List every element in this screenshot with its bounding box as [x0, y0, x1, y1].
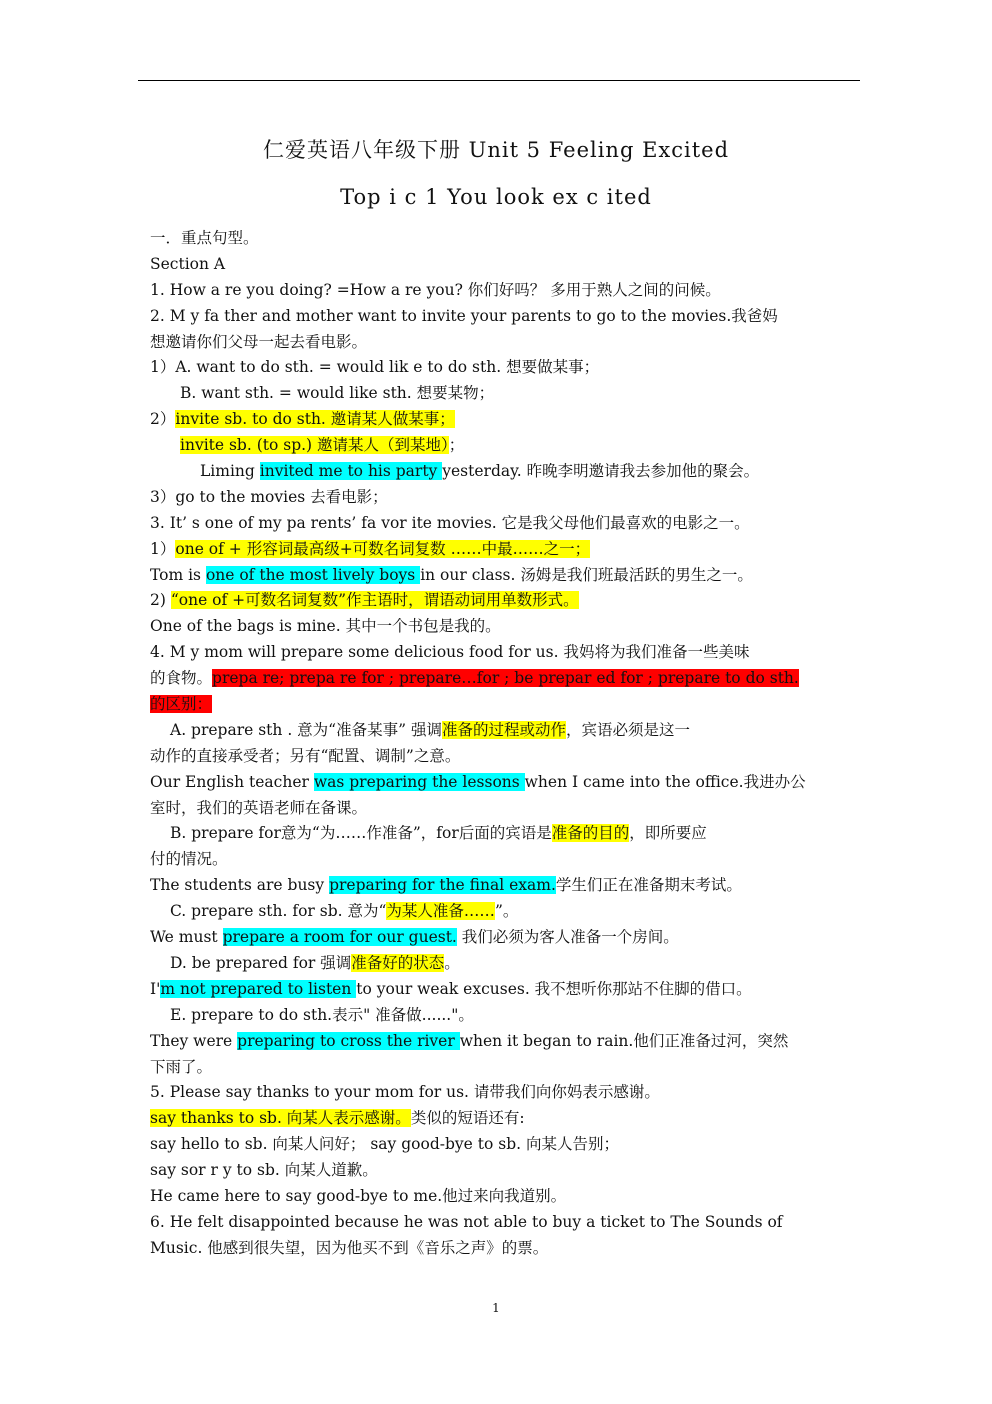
text-line	[150, 873, 850, 899]
text-line	[150, 355, 850, 381]
highlighted-text: 准备好的状态	[351, 953, 445, 972]
text-segment: ，宾语必须是这一	[565, 720, 690, 739]
text-line	[150, 1055, 850, 1081]
text-line	[150, 588, 850, 614]
highlighted-text: preparing for the final exam.	[329, 876, 556, 895]
text-line	[150, 537, 850, 563]
text-line	[150, 1184, 850, 1210]
text-segment: The students are busy	[150, 876, 330, 895]
text-line	[150, 1158, 850, 1184]
text-segment: ，即所要应	[629, 824, 707, 843]
text-segment: 室时，我们的英语老师在备课。	[150, 798, 368, 817]
highlighted-text: was preparing the lessons	[313, 772, 525, 791]
text-segment: 1）A. want to do sth. = would lik e to do sth. 想要做某事；	[150, 358, 600, 377]
text-line	[150, 744, 850, 770]
text-line	[150, 433, 850, 459]
text-segment: B. prepare for意为“为……作准备”，for后面的宾语是	[170, 824, 552, 843]
text-line	[150, 1210, 850, 1236]
text-line	[150, 330, 850, 356]
text-line	[150, 770, 850, 796]
text-line	[150, 1003, 850, 1029]
text-line	[150, 925, 850, 951]
highlighted-text: 的区别：	[150, 695, 213, 714]
text-line	[150, 278, 850, 304]
text-segment: 1）	[150, 539, 176, 558]
text-segment: 2）	[150, 410, 176, 429]
text-line	[150, 1106, 850, 1132]
page-number: 1	[492, 1301, 500, 1315]
text-segment: 下雨了。	[150, 1057, 213, 1076]
highlighted-text: say thanks to sb. 向某人表示感谢。	[150, 1109, 411, 1128]
text-line	[150, 640, 850, 666]
text-segment: 我们必须为客人准备一个房间。	[456, 928, 679, 947]
text-line	[150, 563, 850, 589]
text-segment: say sor r y to sb. 向某人道歉。	[150, 1161, 378, 1180]
text-segment: C. prepare sth. for sb. 意为“	[170, 902, 387, 921]
text-segment: 3）go to the movies 去看电影；	[150, 487, 388, 506]
highlighted-text: 准备的过程或动作	[441, 720, 566, 739]
text-segment: Our English teacher	[150, 772, 314, 791]
text-segment: 类似的短语还有:	[410, 1109, 525, 1128]
text-line	[150, 977, 850, 1003]
document-title: 仁爱英语八年级下册 Unit 5 Feeling Excited	[262, 138, 730, 162]
text-segment: 想邀请你们父母一起去看电影。	[150, 332, 368, 351]
text-line	[150, 1132, 850, 1158]
text-segment: A. prepare sth . 意为“准备某事” 强调	[170, 720, 442, 739]
highlighted-text: “one of +可数名词复数”作主语时，谓语动词用单数形式。	[170, 591, 579, 610]
text-segment: D. be prepared for 强调	[170, 953, 352, 972]
text-line	[150, 821, 850, 847]
text-segment: 学生们正在准备期末考试。	[555, 876, 742, 895]
text-segment: 2. M y fa ther and mother want to invite your parents to go to the movies.我爸妈	[150, 306, 778, 325]
text-line	[150, 1080, 850, 1106]
text-segment: yesterday. 昨晚李明邀请我去参加他的聚会。	[442, 462, 760, 481]
text-segment: They were	[150, 1031, 238, 1050]
text-line	[150, 951, 850, 977]
text-segment: He came here to say good-bye to me.他过来向我道别。	[150, 1186, 567, 1205]
highlighted-text: invited me to his party	[259, 462, 443, 481]
text-line	[150, 304, 850, 330]
text-line	[150, 692, 850, 718]
text-line	[150, 381, 850, 407]
text-line	[150, 252, 850, 278]
highlighted-text: one of the most lively boys	[205, 565, 421, 584]
text-segment: B. want sth. = would like sth. 想要某物；	[180, 384, 495, 403]
highlighted-text: 准备的目的	[551, 824, 630, 843]
text-segment: Liming	[200, 462, 260, 481]
text-line	[150, 407, 850, 433]
text-segment: to your weak excuses. 我不想听你那站不住脚的借口。	[356, 979, 752, 998]
text-line	[150, 718, 850, 744]
header-rule	[138, 80, 860, 81]
text-line	[150, 226, 850, 252]
text-segment: 3. It’ s one of my pa rents’ fa vor ite movies. 它是我父母他们最喜欢的电影之一。	[150, 513, 750, 532]
text-segment: 4. M y mom will prepare some delicious food for us. 我妈将为我们准备一些美味	[150, 643, 750, 662]
text-segment: Section A	[150, 254, 226, 273]
highlighted-text: invite sb. to do sth. 邀请某人做某事；	[175, 410, 455, 429]
text-line	[150, 1029, 850, 1055]
highlighted-text: invite sb. (to sp.) 邀请某人（到某地）	[180, 436, 449, 455]
highlighted-text: m not prepared to listen	[160, 979, 357, 998]
text-segment: I'	[150, 979, 161, 998]
text-segment: 5. Please say thanks to your mom for us. 请带我们向你妈表示感谢。	[150, 1083, 660, 1102]
document-body	[150, 226, 850, 1262]
text-segment: 6. He felt disappointed because he was not able to buy a ticket to The Sounds of	[150, 1212, 783, 1231]
text-line	[150, 614, 850, 640]
text-segment: We must	[150, 928, 223, 947]
text-segment: 付的情况。	[150, 850, 228, 869]
text-line	[150, 485, 850, 511]
text-line	[150, 459, 850, 485]
text-segment: 一．重点句型。	[150, 229, 259, 247]
text-line	[150, 511, 850, 537]
highlighted-text: 为某人准备……	[386, 902, 495, 921]
highlighted-text: prepare a room for our guest.	[222, 928, 457, 947]
text-segment: 。	[444, 953, 460, 972]
text-segment: Music. 他感到很失望，因为他买不到《音乐之声》的票。	[150, 1238, 549, 1257]
text-segment: when I came into the office.我进办公	[524, 772, 806, 791]
text-line	[150, 796, 850, 822]
text-segment: Tom is	[150, 565, 206, 584]
document-subtitle: Top i c 1 You look ex c ited	[340, 185, 652, 209]
text-segment: say hello to sb. 向某人问好； say good-bye to sb. 向某人告别；	[150, 1135, 619, 1154]
text-line	[150, 847, 850, 873]
text-segment: 的食物。	[150, 669, 213, 688]
text-segment: ；	[448, 436, 465, 455]
text-line	[150, 666, 850, 692]
highlighted-text: one of + 形容词最高级+可数名词复数 ……中最……之一；	[175, 539, 591, 558]
text-segment: E. prepare to do sth.表示" 准备做......"。	[170, 1005, 474, 1024]
highlighted-text: prepa re; prepa re for ; prepare…for ; be prepar ed for ; prepare to do sth.	[212, 669, 799, 688]
text-segment: in our class. 汤姆是我们班最活跃的男生之一。	[420, 565, 753, 584]
text-segment: ”。	[494, 902, 519, 921]
highlighted-text: preparing to cross the river	[237, 1031, 460, 1050]
text-segment: 2)	[150, 591, 171, 610]
text-segment: when it began to rain.他们正准备过河，突然	[459, 1031, 789, 1050]
text-segment: 1. How a re you doing? =How a re you? 你们好吗？ 多用于熟人之间的问候。	[150, 280, 721, 299]
text-segment: One of the bags is mine. 其中一个书包是我的。	[150, 617, 501, 636]
text-line	[150, 899, 850, 925]
text-line	[150, 1236, 850, 1262]
text-segment: 动作的直接承受者；另有“配置、调制”之意。	[150, 746, 461, 765]
